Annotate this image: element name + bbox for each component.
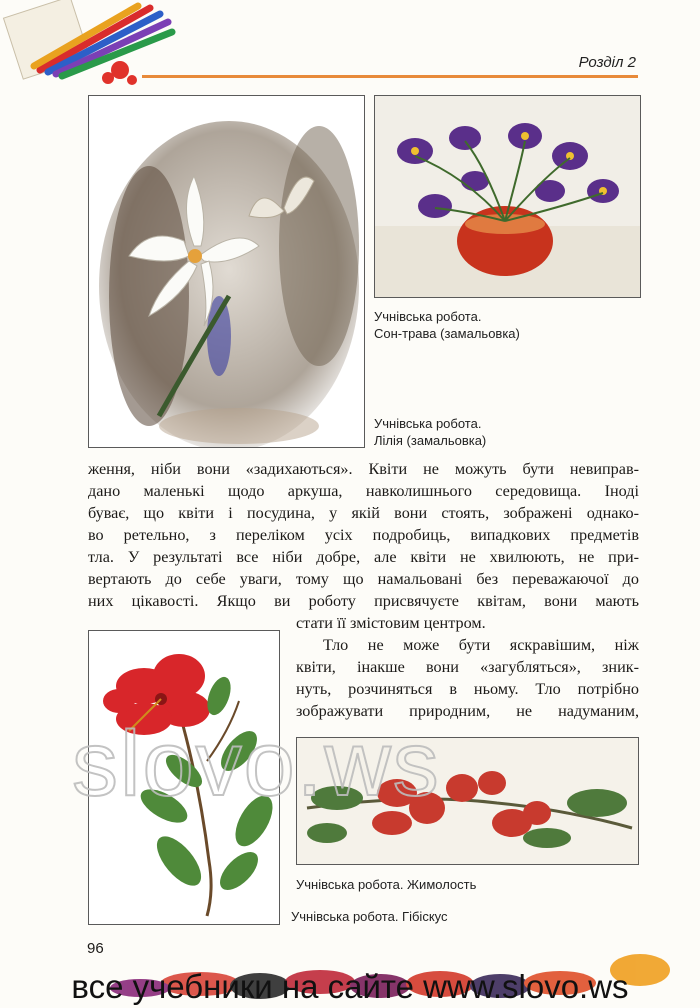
honeysuckle-painting xyxy=(296,737,639,865)
body-line: них цікавості. Якщо ви роботу присвячуєте квітам, вони мають xyxy=(88,592,639,610)
pasque-caption-line1: Учнівська робота. xyxy=(374,309,482,324)
honeysuckle-caption: Учнівська робота. Жимолость xyxy=(296,877,477,892)
body-line: стати її змістовим центром. xyxy=(296,614,486,632)
hibiscus-painting xyxy=(88,630,280,925)
body-line: Тло не може бути яскравішим, ніж xyxy=(323,636,639,654)
body-line: тла. У результаті все ніби добре, але квіти не хвилюють, не при- xyxy=(88,548,639,566)
body-line: квіти, інакше вони «загубляться», зник- xyxy=(296,658,639,676)
pasque-caption xyxy=(374,308,520,342)
footer-text: все учебники на сайте www.slovo.ws xyxy=(71,968,629,1005)
body-line: ження, ніби вони «задихаються». Квіти не можуть бути невиправ- xyxy=(88,460,639,478)
header-rule xyxy=(142,75,638,78)
pasque-flower-painting xyxy=(374,95,641,298)
lily-caption-line2: Лілія (замальовка) xyxy=(374,433,487,448)
body-line: буває, що квіти і посудина, у якій вони стоять, зображені однако- xyxy=(88,504,639,522)
body-line: зображувати природним, не надуманим, xyxy=(296,702,639,720)
body-line: вертають до себе уваги, тому що намальовані без переважаючої до xyxy=(88,570,639,588)
hibiscus-caption: Учнівська робота. Гібіскус xyxy=(291,909,448,924)
lily-caption-line1: Учнівська робота. xyxy=(374,416,482,431)
body-line: дано маленькі щодо аркуша, навколишнього середовища. Іноді xyxy=(88,482,639,500)
section-label: Розділ 2 xyxy=(578,54,636,71)
page-number: 96 xyxy=(87,940,104,957)
body-line: нуть, розчиняться в ньому. Тло потрібно xyxy=(296,680,639,698)
pasque-caption-line2: Сон-трава (замальовка) xyxy=(374,326,520,341)
lily-caption xyxy=(374,415,486,449)
body-line: во ретельно, з переліком усіх подробиць, випадкових предметів xyxy=(88,526,639,544)
lily-painting xyxy=(88,95,365,448)
